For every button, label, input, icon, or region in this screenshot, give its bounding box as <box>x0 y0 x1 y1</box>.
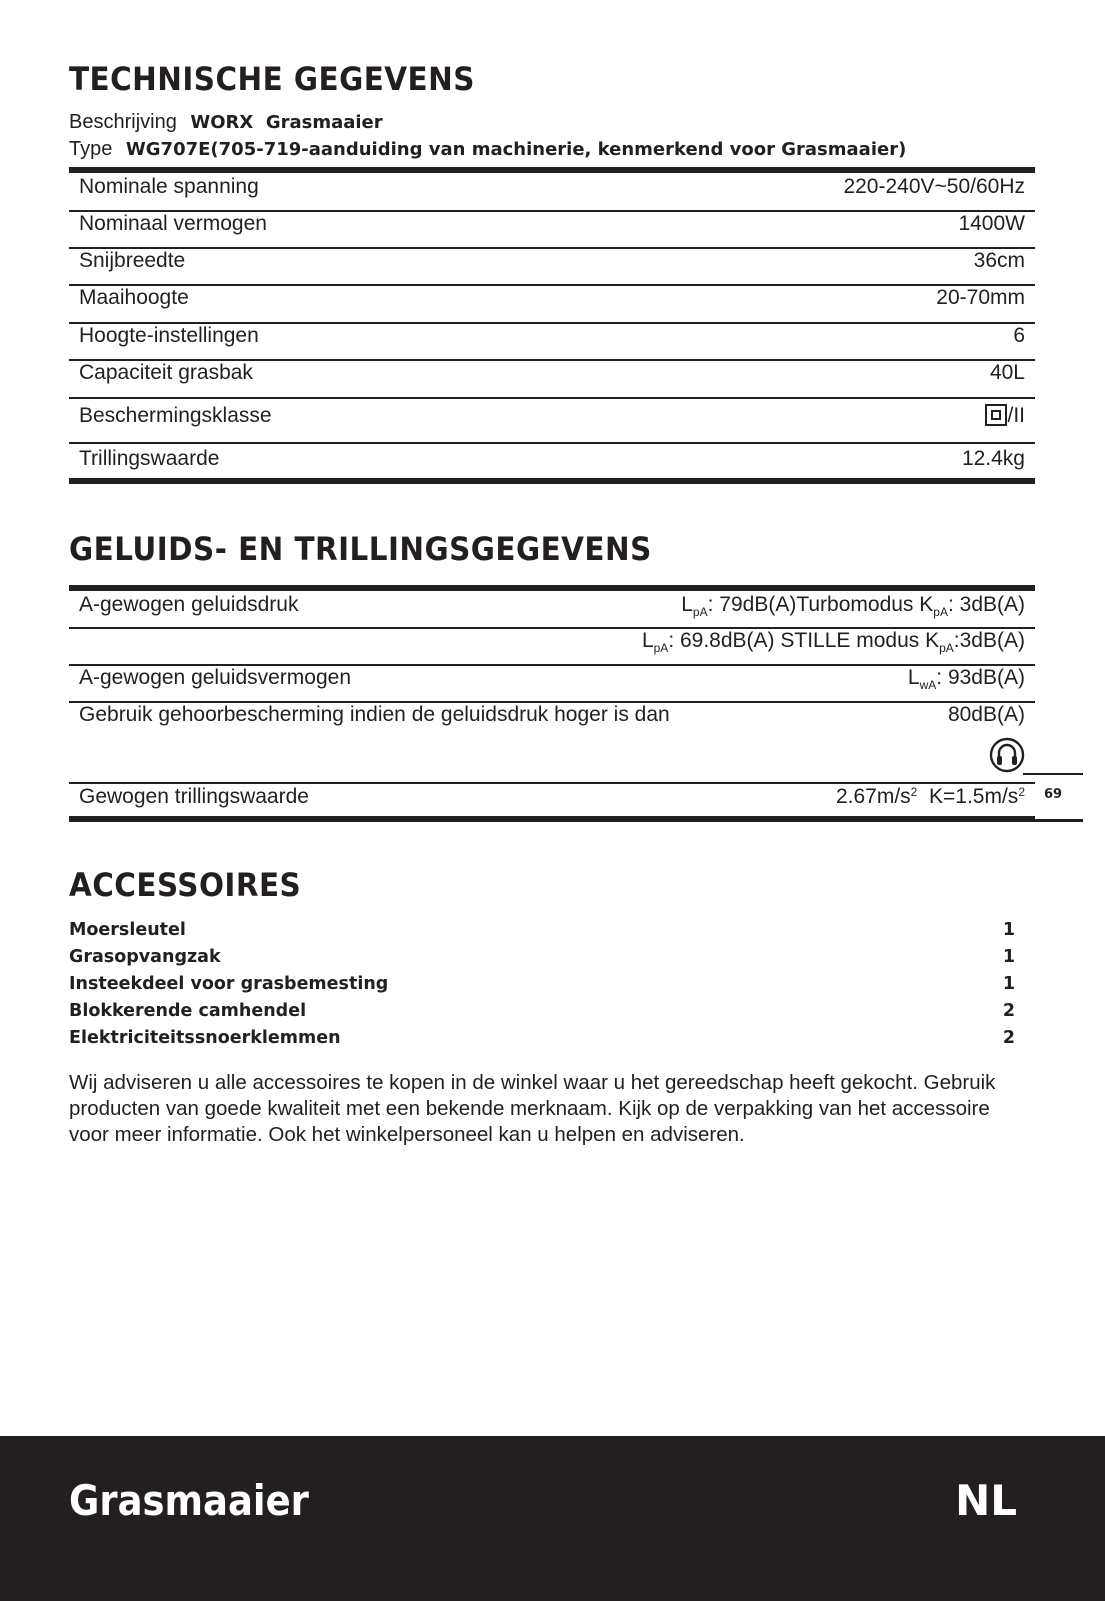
noise-bottom-rule <box>69 816 1035 822</box>
spec-row <box>69 399 1035 444</box>
spec-value: 36cm <box>973 249 1025 272</box>
accessory-qty: 2 <box>1002 1028 1015 1048</box>
noise-row <box>69 703 1035 784</box>
spec-value: 1400W <box>958 212 1025 235</box>
accessory-qty: 2 <box>1002 1001 1015 1021</box>
accessory-name: Insteekdeel voor grasbemesting <box>69 974 389 994</box>
accessory-item <box>69 920 1015 940</box>
accessory-name: Moersleutel <box>69 920 186 940</box>
page-number: 69 <box>1023 773 1083 822</box>
noise-value: 80dB(A) <box>947 703 1025 726</box>
accessory-item <box>69 947 1015 967</box>
spec-label: Capaciteit grasbak <box>79 361 253 384</box>
spec-row <box>69 175 1035 212</box>
accessory-name: Blokkerende camhendel <box>69 1001 307 1021</box>
protection-class-text: /II <box>1007 404 1025 427</box>
spec-label: Hoogte-instellingen <box>79 324 259 347</box>
spec-label: Trillingswaarde <box>79 447 220 470</box>
accessory-item <box>69 1001 1015 1021</box>
spec-label: Snijbreedte <box>79 249 186 272</box>
noise-heading: GELUIDS- EN TRILLINGSGEGEVENS <box>69 530 652 568</box>
spec-row <box>69 286 1035 324</box>
spec-row <box>69 444 1035 482</box>
technical-heading: TECHNISCHE GEGEVENS <box>69 60 475 98</box>
noise-top-rule <box>69 585 1035 591</box>
noise-value: $L_{wA}$: 93dB(A) <box>907 666 1025 692</box>
noise-label: Gewogen trillingswaarde <box>79 785 309 808</box>
spec-row <box>69 324 1035 361</box>
noise-label: Gebruik gehoorbescherming indien de geluidsdruk hoger is dan <box>79 703 670 726</box>
spec-row <box>69 212 1035 249</box>
spec-row <box>69 361 1035 399</box>
accessories-heading: ACCESSOIRES <box>69 866 302 904</box>
description-label: Beschrijving <box>69 111 177 133</box>
spec-value: 220-240V~50/60Hz <box>843 175 1025 198</box>
description-line <box>69 111 383 134</box>
noise-row <box>69 784 1035 816</box>
noise-value: $2.67m/s^2$ $K=1.5m/s^2$ <box>835 785 1025 808</box>
accessory-qty: 1 <box>1002 974 1015 994</box>
noise-value: $L_{pA}$: 79dB(A)Turbomodus $K_{pA}$: 3dB(A) <box>681 593 1025 619</box>
ear-protection-icon <box>989 737 1025 773</box>
spec-row <box>69 249 1035 286</box>
spec-value: 20-70mm <box>936 286 1025 309</box>
accessory-qty: 1 <box>1002 920 1015 940</box>
accessory-name: Grasopvangzak <box>69 947 221 967</box>
noise-label: A-gewogen geluidsdruk <box>79 593 299 616</box>
footer-bar <box>0 1436 1105 1601</box>
accessory-item <box>69 974 1015 994</box>
spec-label: Nominale spanning <box>79 175 259 198</box>
noise-label: A-gewogen geluidsvermogen <box>79 666 352 689</box>
type-value: WG707E(705-719-aanduiding van machinerie, kenmerkend voor Grasmaaier) <box>125 139 907 160</box>
type-line <box>69 138 906 161</box>
spec-value: 12.4kg <box>961 447 1025 470</box>
accessory-item <box>69 1028 1015 1048</box>
table-bottom-rule <box>69 478 1035 484</box>
noise-row <box>69 666 1035 703</box>
noise-value: $L_{pA}$: 69.8dB(A) STILLE modus $K_{pA}:3dB(A)$ <box>641 629 1025 655</box>
accessory-qty: 1 <box>1002 947 1015 967</box>
description-value: WORX Grasmaaier <box>190 112 383 133</box>
spec-value: 40L <box>989 361 1025 384</box>
footer-language: NL <box>955 1476 1017 1525</box>
spec-label: Nominaal vermogen <box>79 212 267 235</box>
class-ii-double-square-icon <box>985 404 1007 426</box>
spec-value: 6 <box>1013 324 1025 347</box>
accessories-advice: Wij adviseren u alle accessoires te kopen in de winkel waar u het gereedschap heeft gekocht. Gebruik producten van goede kwaliteit met een bekende merknaam. Kijk op de verpakking van het accessoire voor meer informatie. Ook het winkelpersoneel kan u helpen en adviseren. <box>69 1071 996 1146</box>
spec-label: Maaihoogte <box>79 286 189 309</box>
type-label: Type <box>69 138 113 160</box>
noise-row <box>69 629 1035 666</box>
noise-row <box>69 593 1035 629</box>
table-top-rule <box>69 167 1035 173</box>
footer-title: Grasmaaier <box>69 1476 309 1525</box>
accessory-name: Elektriciteitssnoerklemmen <box>69 1028 341 1048</box>
spec-label: Beschermingsklasse <box>79 404 272 427</box>
spec-value <box>985 404 1025 428</box>
